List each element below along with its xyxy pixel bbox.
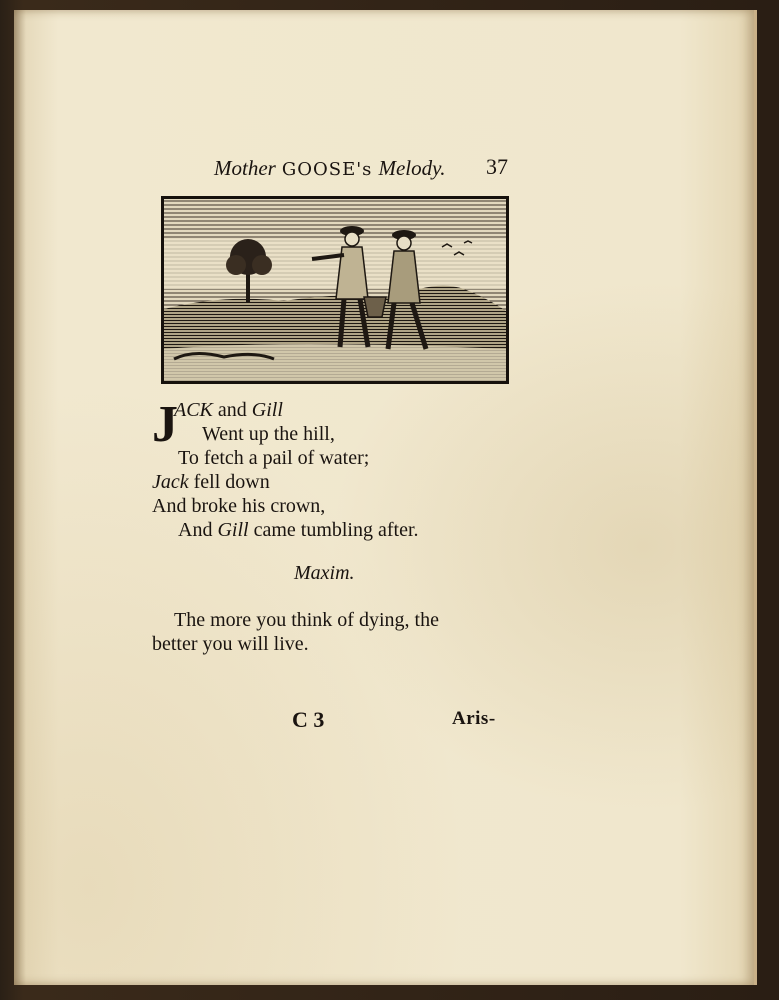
running-head-italic-2: Melody.	[378, 156, 446, 180]
running-head-caps: GOOSE's	[281, 159, 373, 180]
woodcut-illustration-icon	[161, 196, 509, 384]
woodcut-svg	[164, 199, 506, 381]
woodcut-path	[164, 344, 506, 381]
verse-line-3: To fetch a pail of water;	[178, 447, 370, 469]
verse-line-4-rest: fell down	[188, 471, 270, 493]
maxim-text	[152, 608, 532, 656]
verse-line-4	[152, 470, 552, 494]
page-number: 37	[486, 154, 508, 179]
verse-line-5: And broke his crown,	[152, 495, 326, 517]
running-head-italic-1: Mother	[214, 156, 276, 180]
verse-line-6-b: came tumbling after.	[248, 519, 419, 541]
woodcut-pail	[364, 297, 386, 317]
woodcut-tree-crown-right	[252, 255, 272, 275]
verse-line-6	[152, 518, 552, 542]
woodcut-sky-light	[164, 239, 506, 289]
verse-line-6-a: And	[178, 519, 218, 541]
signature-mark: C 3	[292, 707, 325, 732]
maxim-line-1: The more you think of dying, the	[174, 609, 439, 631]
verse-line-4-italic: Jack	[152, 471, 189, 493]
catchword: Aris-	[452, 708, 496, 729]
verse-line-1-mid: and	[212, 399, 252, 421]
maxim-line-2: better you will live.	[152, 633, 309, 655]
verse-line-6-italic: Gill	[217, 519, 249, 541]
maxim-title: Maxim.	[294, 562, 355, 584]
verse-jack-and-gill	[152, 398, 552, 542]
woodcut-tree-crown-left	[226, 255, 246, 275]
verse-line-1	[152, 398, 552, 422]
spine-shadow	[14, 10, 26, 985]
verse-line-1-italic-b: Gill	[251, 399, 283, 421]
verse-dropcap: J	[152, 396, 178, 453]
book-page	[14, 10, 757, 985]
verse-line-2: Went up the hill,	[202, 423, 335, 445]
verse-line-1-italic-a: ACK	[174, 399, 213, 421]
